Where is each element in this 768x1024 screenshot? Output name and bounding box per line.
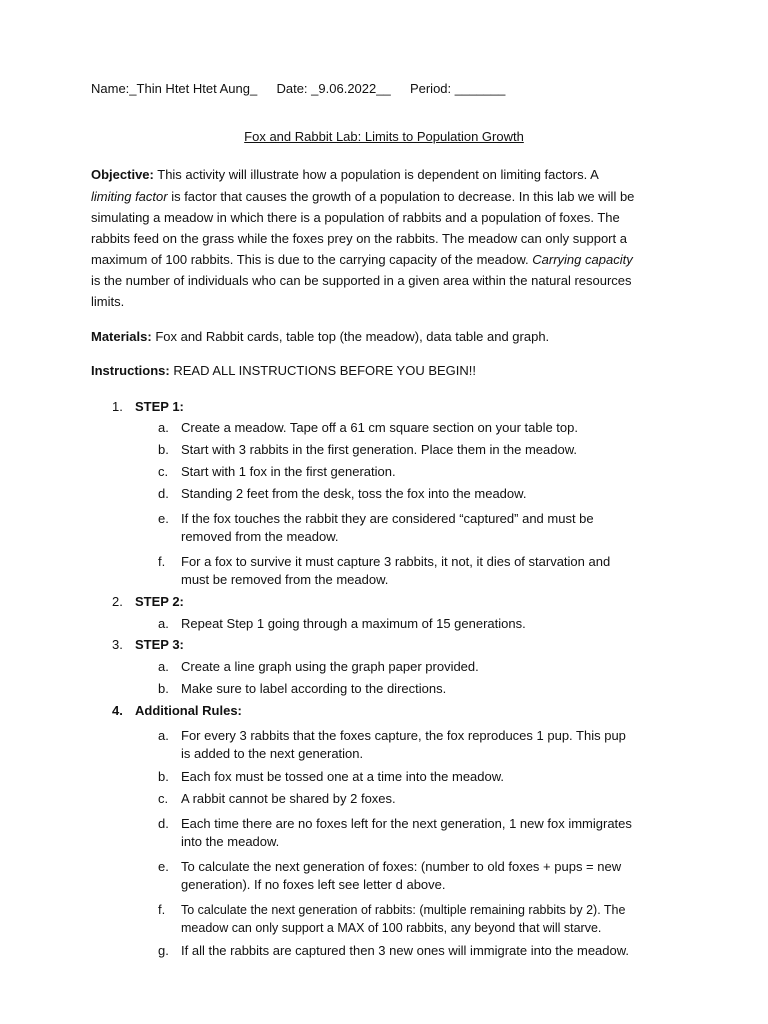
objective-label: Objective:: [91, 167, 154, 182]
page-title: Fox and Rabbit Lab: Limits to Population Growth: [244, 129, 524, 144]
name-label: Name:: [91, 81, 130, 96]
list-item: To calculate the next generation of rabbits: (multiple remaining rabbits by 2). The: [181, 903, 626, 917]
step-number: 2.: [112, 594, 123, 609]
objective-text-1: This activity will illustrate how a population is dependent on limiting factors. A: [157, 167, 599, 182]
item-letter: a.: [158, 728, 169, 743]
list-item-cont: removed from the meadow.: [181, 529, 339, 544]
list-item: Create a meadow. Tape off a 61 cm square section on your table top.: [181, 420, 578, 435]
item-letter: b.: [158, 769, 169, 784]
date-label: Date:: [276, 81, 308, 96]
carrying-capacity-term: Carrying capacity: [532, 252, 633, 267]
objective-line-5: [91, 251, 633, 269]
list-item: Each fox must be tossed one at a time into the meadow.: [181, 769, 505, 784]
step-title: STEP 1:: [135, 399, 184, 414]
period-value: _______: [454, 81, 506, 96]
instructions-text: READ ALL INSTRUCTIONS BEFORE YOU BEGIN!!: [169, 363, 477, 378]
item-letter: a.: [158, 420, 169, 435]
item-letter: a.: [158, 616, 169, 631]
instructions-label: Instructions:: [91, 363, 170, 378]
objective-line-1: [91, 166, 599, 184]
item-letter: f.: [158, 902, 166, 917]
objective-text-5: maximum of 100 rabbits. This is due to the carrying capacity of the meadow.: [91, 252, 533, 267]
objective-line-6: is the number of individuals who can be supported in a given area within the natural resources: [91, 273, 632, 288]
list-item: If the fox touches the rabbit they are considered “captured” and must be: [181, 511, 594, 526]
step-title: STEP 2:: [135, 594, 184, 609]
step-title: STEP 3:: [135, 637, 184, 652]
list-item: Each time there are no foxes left for the next generation, 1 new fox immigrates: [181, 816, 632, 831]
item-letter: d.: [158, 816, 169, 831]
name-value: _Thin Htet Htet Aung_: [129, 81, 258, 96]
item-letter: b.: [158, 681, 169, 696]
item-letter: c.: [158, 791, 169, 806]
list-item: Repeat Step 1 going through a maximum of 15 generations.: [181, 616, 526, 631]
objective-line-3: simulating a meadow in which there is a population of rabbits and a population of foxes. The: [91, 210, 620, 225]
item-letter: b.: [158, 442, 169, 457]
item-letter: d.: [158, 486, 169, 501]
list-item: Make sure to label according to the directions.: [181, 681, 447, 696]
item-letter: e.: [158, 859, 169, 874]
list-item: Create a line graph using the graph paper provided.: [181, 659, 479, 674]
list-item: For a fox to survive it must capture 3 rabbits, it not, it dies of starvation and: [181, 554, 611, 569]
list-item: If all the rabbits are captured then 3 new ones will immigrate into the meadow.: [181, 943, 630, 958]
objective-line-2: [91, 188, 634, 206]
list-item-cont: generation). If no foxes left see letter d above.: [181, 877, 446, 892]
materials-label: Materials:: [91, 329, 152, 344]
period-label: Period:: [409, 81, 452, 96]
list-item-cont: is added to the next generation.: [181, 746, 364, 761]
step-title: Additional Rules:: [135, 703, 242, 718]
list-item: A rabbit cannot be shared by 2 foxes.: [181, 791, 396, 806]
step-number: 3.: [112, 637, 123, 652]
item-letter: f.: [158, 554, 166, 569]
list-item-cont: meadow can only support a MAX of 100 rabbits, any beyond that will starve.: [181, 921, 602, 935]
instructions-line: [91, 362, 476, 380]
objective-line-7: limits.: [91, 294, 125, 309]
materials-text: Fox and Rabbit cards, table top (the meadow), data table and graph.: [151, 329, 550, 344]
list-item: For every 3 rabbits that the foxes capture, the fox reproduces 1 pup. This pup: [181, 728, 626, 743]
list-item: To calculate the next generation of foxes: (number to old foxes + pups = new: [181, 859, 622, 874]
limiting-factor-term: limiting factor: [91, 189, 168, 204]
objective-line-4: rabbits feed on the grass while the foxes prey on the rabbits. The meadow can only support a: [91, 231, 627, 246]
list-item-cont: into the meadow.: [181, 834, 280, 849]
item-letter: g.: [158, 943, 169, 958]
list-item: Standing 2 feet from the desk, toss the fox into the meadow.: [181, 486, 527, 501]
step-number: 1.: [112, 399, 123, 414]
materials-line: [91, 328, 549, 346]
list-item-cont: must be removed from the meadow.: [181, 572, 389, 587]
item-letter: a.: [158, 659, 169, 674]
list-item: Start with 1 fox in the first generation.: [181, 464, 396, 479]
list-item: Start with 3 rabbits in the first generation. Place them in the meadow.: [181, 442, 577, 457]
header-line: [91, 80, 505, 98]
step-number: 4.: [112, 703, 123, 718]
item-letter: c.: [158, 464, 169, 479]
objective-text-2: is factor that causes the growth of a population to decrease. In this lab we will be: [167, 189, 635, 204]
date-value: _9.06.2022__: [311, 81, 391, 96]
item-letter: e.: [158, 511, 169, 526]
